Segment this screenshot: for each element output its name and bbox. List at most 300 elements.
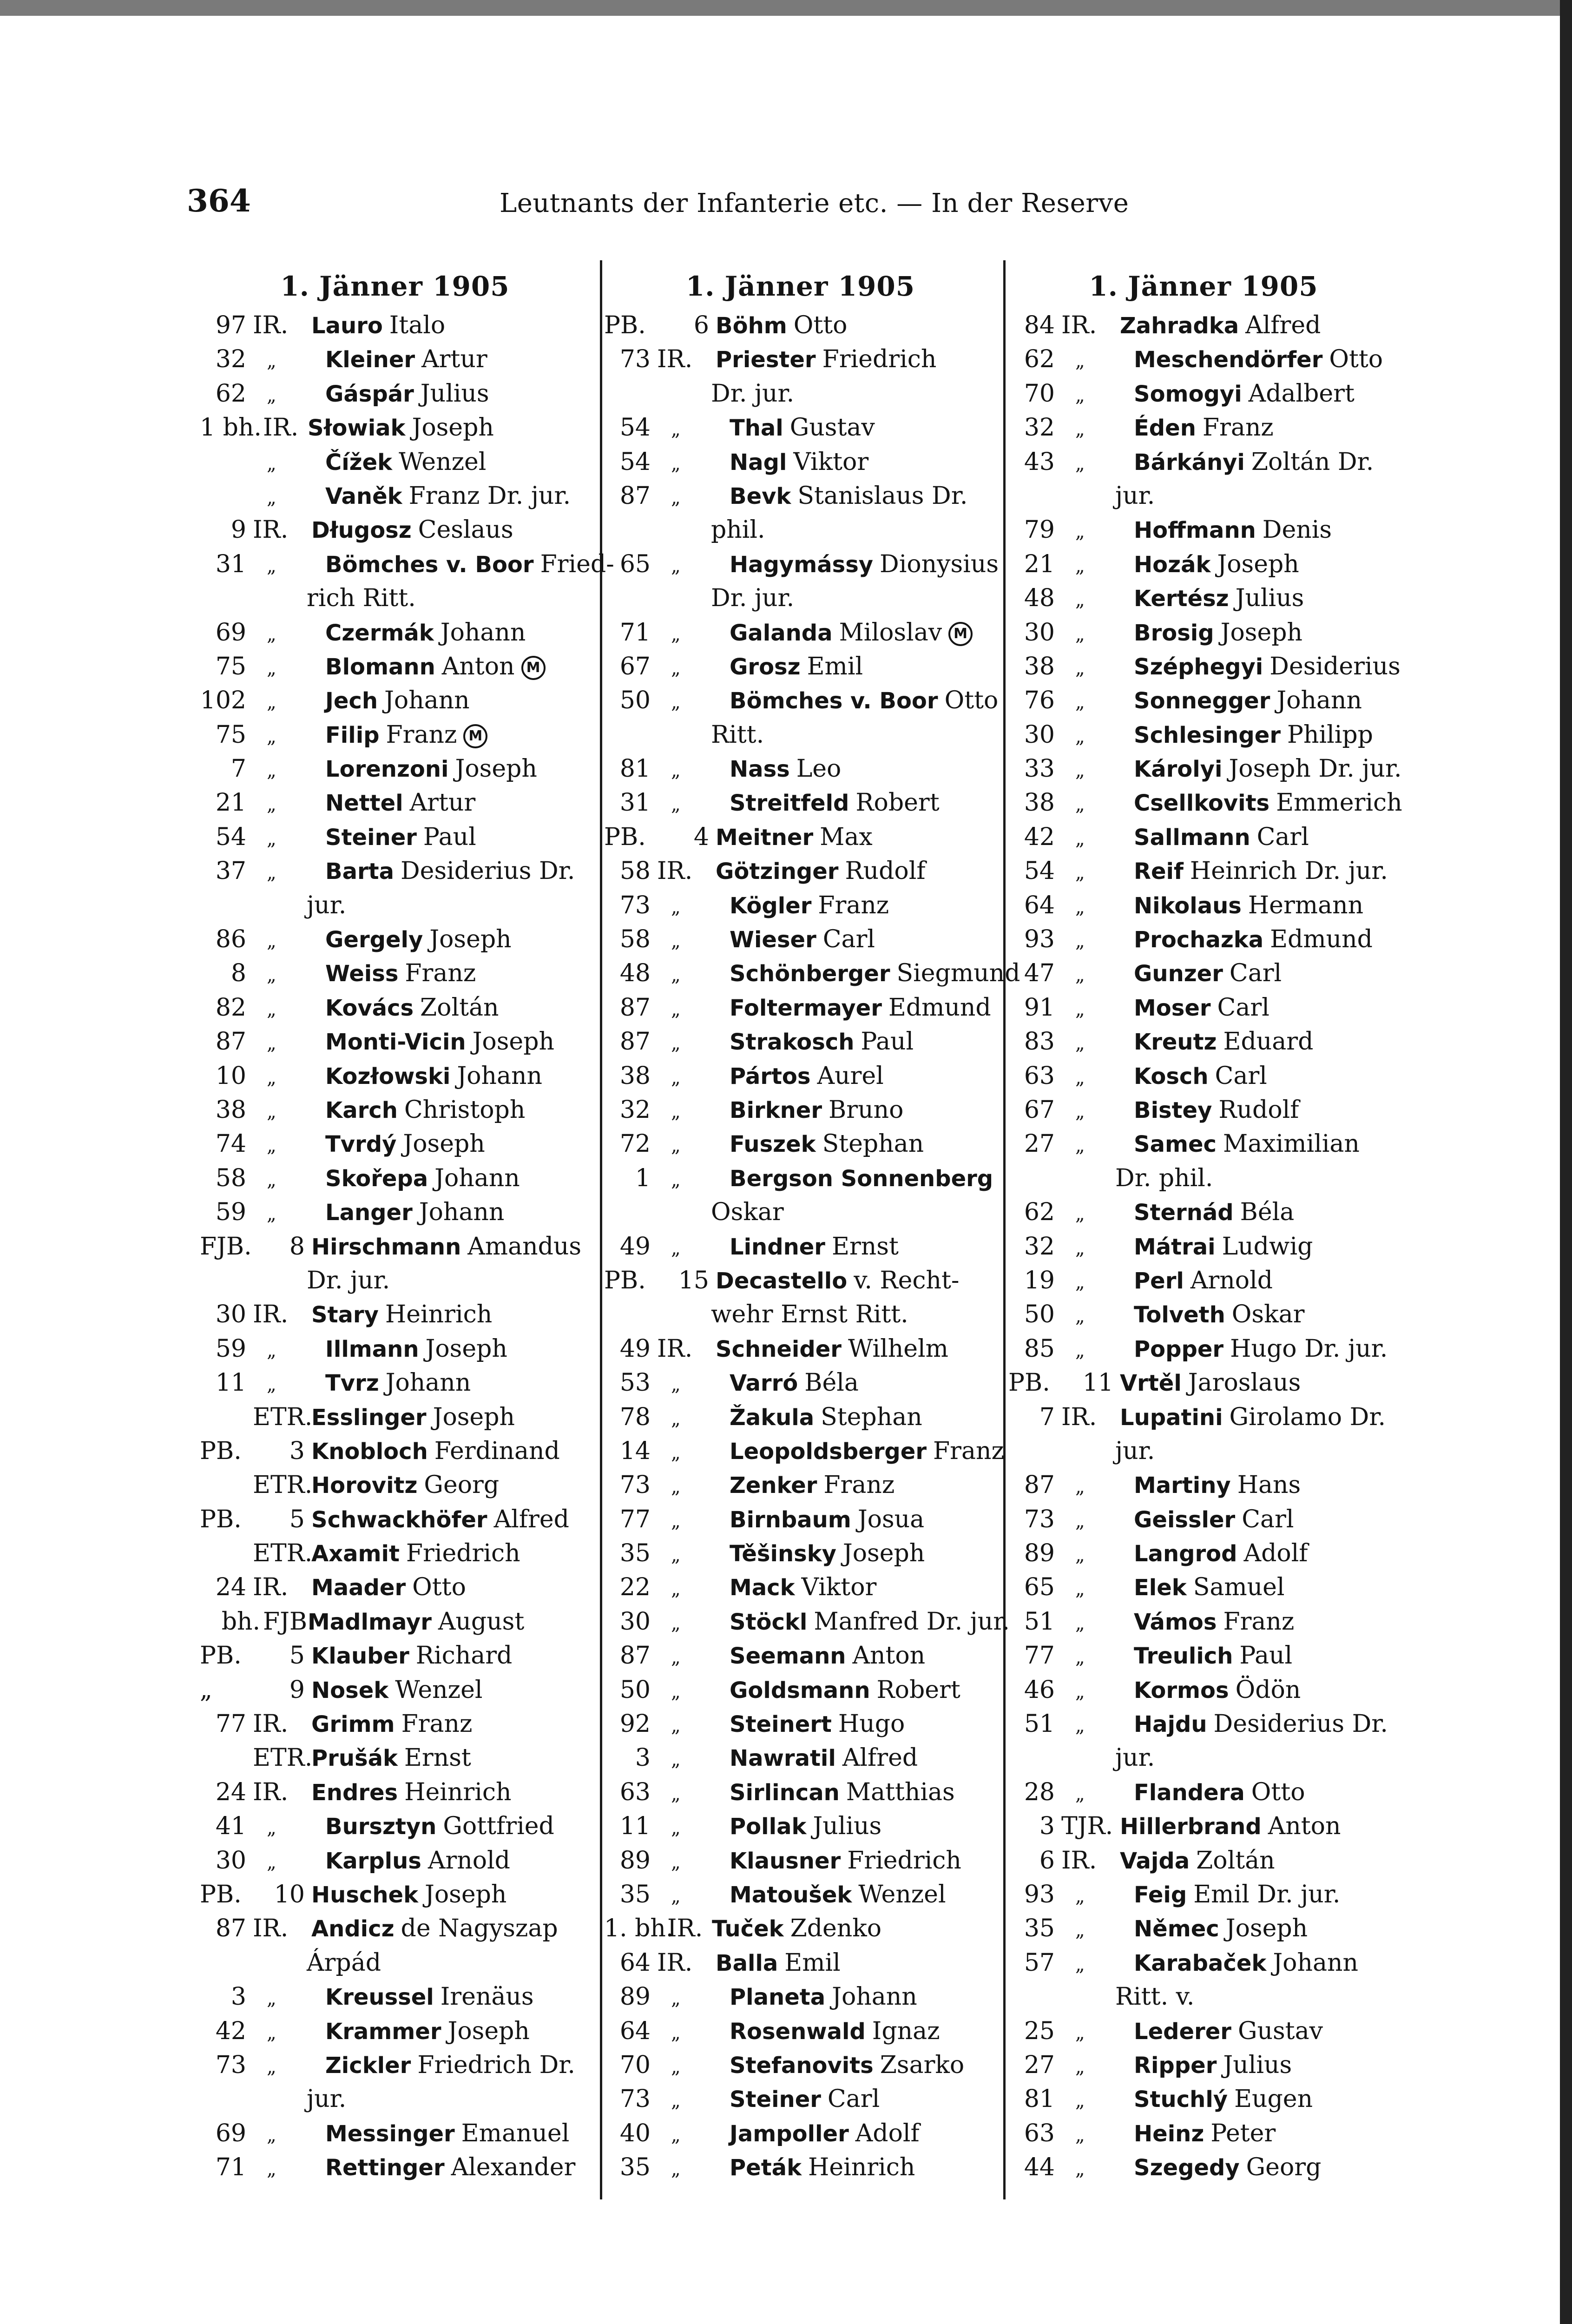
given-name: Otto [944, 687, 999, 715]
list-item [604, 2082, 997, 2116]
surname: Bergson Sonnenberg [730, 1165, 993, 1192]
officer-name [1134, 1059, 1399, 1094]
officer-name [325, 820, 590, 855]
surname: Foltermayer [730, 995, 882, 1021]
regiment-number: 78 [619, 1403, 651, 1431]
list-item [200, 343, 590, 376]
unit-type: „ [267, 657, 276, 679]
regiment-number: 32 [1024, 1232, 1055, 1261]
officer-name [307, 1264, 590, 1298]
list-item [1008, 2014, 1399, 2048]
officer-name [711, 1195, 997, 1229]
given-name: Christoph [404, 1096, 526, 1124]
regiment-number: 35 [1024, 1915, 1055, 1943]
unit-type: „ [1075, 1612, 1085, 1634]
list-item [200, 1059, 590, 1093]
surname: Madlmayr [308, 1609, 432, 1635]
regiment-number: 48 [1024, 584, 1055, 613]
surname: Popper [1134, 1336, 1224, 1362]
given-name: Wenzel [858, 1880, 946, 1908]
given-name: Miloslav [839, 618, 942, 647]
given-name: Emil Dr. jur. [1193, 1880, 1341, 1908]
regiment-number: 59 [215, 1334, 246, 1363]
regiment-number: 32 [619, 1096, 651, 1124]
regiment-number: 59 [215, 1198, 246, 1227]
given-name: Franz Dr. jur. [408, 482, 571, 510]
entry-continuation [604, 1298, 997, 1332]
unit-type: „ [671, 419, 681, 441]
officer-name [325, 2014, 590, 2049]
list-item [1008, 684, 1399, 718]
list-item [200, 1298, 590, 1332]
given-name: Anton [1268, 1812, 1341, 1841]
list-item [200, 1980, 590, 2014]
officer-name [730, 684, 998, 718]
officer-name [307, 1946, 590, 1980]
surname: Károlyi [1134, 756, 1223, 783]
unit-type: „ [671, 1817, 681, 1839]
officer-name [1120, 309, 1399, 343]
unit-type: „ [1075, 2159, 1085, 2180]
list-item [200, 1776, 590, 1809]
regiment-number: 84 [1024, 311, 1055, 339]
regiment-number: 3 [1039, 1812, 1055, 1841]
given-name: Paul [423, 823, 476, 851]
surname: Esslinger [311, 1404, 427, 1431]
given-name: Joseph [425, 1880, 507, 1908]
list-item [200, 309, 590, 343]
entry-continuation [200, 1264, 590, 1298]
given-name: Adolf [855, 2119, 920, 2147]
regiment-number: 31 [215, 550, 246, 578]
unit-type: „ [267, 964, 276, 986]
officer-name [1120, 1400, 1399, 1435]
unit-type: „ [1075, 1340, 1085, 1361]
officer-name [1134, 1605, 1399, 1639]
list-item [200, 1434, 590, 1468]
regiment-number: 38 [1024, 652, 1055, 680]
given-name: Eugen [1234, 2085, 1313, 2113]
officer-name [1120, 1809, 1399, 1844]
unit-type: „ [1075, 1033, 1085, 1055]
list-item [604, 1809, 997, 1843]
officer-name [325, 1025, 590, 1059]
surname: Nikolaus [1134, 892, 1242, 919]
officer-name [1134, 377, 1399, 411]
unit-type: „ [1075, 1545, 1085, 1566]
unit-type: IR. [657, 1948, 693, 1977]
list-item [1008, 1195, 1399, 1229]
unit-type: IR. [667, 1915, 703, 1943]
officer-name [311, 1878, 590, 1912]
regiment-number: 1 [635, 1164, 651, 1192]
regiment-number: 28 [1024, 1778, 1055, 1806]
surname: Kreutz [1134, 1029, 1217, 1056]
regiment-number: 38 [1024, 789, 1055, 817]
unit-type: FJB. [263, 1607, 315, 1636]
officer-name [1134, 1639, 1399, 1673]
list-item [1008, 1571, 1399, 1604]
officer-name [1134, 548, 1399, 582]
surname: Priester [716, 347, 816, 373]
list-item [200, 445, 590, 479]
officer-list [604, 309, 1020, 2185]
unit-type: IR. [253, 311, 289, 339]
regiment-number: 58 [619, 925, 651, 954]
officer-name [1134, 1571, 1399, 1605]
unit-type: „ [267, 623, 276, 645]
list-item [604, 343, 997, 376]
officer-name [730, 1809, 997, 1844]
officer-name [730, 1230, 997, 1264]
surname: Rettinger [325, 2155, 445, 2181]
given-name: Zsarko [880, 2051, 965, 2079]
officer-name [730, 1980, 997, 2014]
officer-name [730, 650, 997, 684]
list-item [604, 1366, 997, 1400]
officer-name [1115, 479, 1399, 513]
given-name: Richard [415, 1642, 513, 1670]
unit-type: IR. [253, 1573, 289, 1602]
given-name: Ritt. v. [1115, 1983, 1195, 2011]
unit-type: „ [1075, 760, 1085, 782]
list-item [604, 445, 997, 479]
given-name: rich Ritt. [307, 584, 416, 613]
given-name: Oskar [1231, 1301, 1305, 1329]
regiment-number: 67 [619, 652, 651, 680]
list-item [1008, 991, 1399, 1025]
regiment-number: bh. [221, 1607, 260, 1636]
surname: Kozłowski [325, 1063, 451, 1089]
column-heading: 1. Jänner 1905 [280, 271, 510, 302]
surname: Strakosch [730, 1029, 855, 1056]
given-name: Johann [385, 1369, 471, 1397]
given-name: Franz [1202, 414, 1274, 442]
unit-type: „ [267, 998, 276, 1020]
surname: Kreussel [325, 1984, 434, 2011]
unit-type: „ [671, 2159, 681, 2180]
unit-type: „ [671, 657, 681, 679]
given-name: Rudolf [1218, 1096, 1299, 1124]
officer-name [1115, 1980, 1399, 2014]
officer-name [1134, 513, 1399, 548]
officer-name [1134, 1127, 1399, 1162]
list-item [604, 1844, 997, 1878]
list-item [1008, 1776, 1399, 1809]
surname: Vámos [1134, 1609, 1217, 1635]
officer-name [311, 1503, 590, 1537]
list-item [1008, 957, 1399, 990]
list-item [1008, 786, 1402, 820]
given-name: Stephan [822, 1130, 924, 1158]
entry-continuation [1008, 1980, 1399, 2014]
officer-name [730, 1639, 997, 1673]
surname: Sonnegger [1134, 688, 1270, 714]
given-name: Joseph [429, 925, 512, 954]
entry-continuation [1008, 1434, 1399, 1468]
list-item [200, 1162, 590, 1195]
list-item [1008, 1844, 1399, 1878]
unit-type: „ [1075, 521, 1085, 543]
given-name: Emil [807, 652, 863, 680]
list-item [1008, 1503, 1399, 1537]
surname: Steiner [325, 824, 417, 851]
surname: Lupatini [1120, 1404, 1223, 1431]
officer-name [730, 1434, 1004, 1469]
list-item [1008, 1127, 1399, 1161]
unit-type: „ [671, 1476, 681, 1498]
given-name: Johann [440, 618, 526, 647]
given-name: Siegmund [896, 959, 1020, 988]
officer-name [325, 650, 590, 684]
officer-name [730, 1878, 997, 1912]
surname: Ripper [1134, 2052, 1217, 2079]
given-name: Dr. jur. [307, 1266, 390, 1294]
officer-name [712, 1912, 997, 1946]
unit-type: „ [671, 1442, 681, 1464]
regiment-number: 11 [619, 1812, 651, 1841]
regiment-number: 63 [1024, 1062, 1055, 1090]
officer-list [200, 309, 614, 2185]
given-name: Joseph [447, 2017, 530, 2045]
regiment-number: 40 [619, 2119, 651, 2147]
regiment-number: 54 [619, 414, 651, 442]
list-item [1008, 411, 1399, 445]
regiment-number: 81 [619, 755, 651, 783]
unit-type: „ [671, 487, 681, 508]
given-name: Hermann [1248, 891, 1364, 919]
officer-name [730, 957, 1020, 991]
given-name: Aurel [817, 1062, 884, 1090]
officer-name [1134, 820, 1399, 855]
list-item [604, 820, 997, 854]
officer-name [730, 991, 997, 1025]
officer-name [1134, 1946, 1399, 1981]
given-name: Johann [384, 687, 470, 715]
regiment-number: 70 [619, 2051, 651, 2079]
regiment-number: 22 [619, 1573, 651, 1602]
unit-type: „ [1075, 1954, 1085, 1975]
regiment-number: 38 [619, 1062, 651, 1090]
officer-name [325, 752, 590, 786]
unit-type: 8 [289, 1232, 305, 1261]
unit-type: „ [1075, 931, 1085, 952]
regiment-number: 82 [215, 993, 246, 1022]
list-item [604, 2117, 997, 2151]
given-name: Béla [804, 1369, 859, 1397]
surname: Tuček [712, 1916, 784, 1942]
given-name: Hugo Dr. jur. [1230, 1334, 1388, 1363]
unit-type: „ [267, 1101, 276, 1122]
surname: Gáspár [325, 381, 414, 407]
column-1 [200, 264, 614, 2185]
officer-name [730, 2082, 997, 2117]
regiment-number: 35 [619, 1539, 651, 1568]
regiment-number: 24 [215, 1778, 246, 1806]
officer-name [1134, 2014, 1399, 2049]
given-name: Otto [1251, 1778, 1305, 1806]
given-name: Otto [1329, 345, 1383, 374]
entry-continuation [1008, 479, 1399, 513]
surname: Matoušek [730, 1882, 852, 1908]
unit-type: „ [671, 1237, 681, 1259]
unit-type: „ [671, 1374, 681, 1396]
officer-name [325, 377, 590, 411]
regiment-number: 30 [215, 1846, 246, 1875]
officer-name [1134, 581, 1399, 616]
officer-name [311, 1639, 590, 1673]
given-name: Ignaz [872, 2017, 940, 2045]
given-name: Dr. jur. [711, 379, 795, 408]
surname: Csellkovits [1134, 790, 1270, 817]
regiment-number: 48 [619, 959, 651, 988]
list-item [1008, 1673, 1399, 1707]
regiment-number: FJB. [200, 1232, 252, 1261]
list-item [200, 411, 590, 445]
officer-name [716, 1946, 997, 1981]
given-name: Maximilian [1223, 1130, 1360, 1158]
given-name: Julius [1223, 2051, 1292, 2079]
surname: Seemann [730, 1643, 846, 1670]
unit-type: „ [671, 1715, 681, 1737]
list-item [200, 718, 590, 752]
officer-name [730, 1741, 997, 1776]
given-name: Joseph [1220, 618, 1303, 647]
officer-name [1134, 1264, 1399, 1298]
list-item [1008, 1059, 1399, 1093]
given-name: Joseph [455, 755, 537, 783]
regiment-number: 37 [215, 857, 246, 885]
surname: Długosz [311, 517, 412, 544]
list-item [604, 1776, 997, 1809]
officer-name [311, 309, 590, 343]
unit-type: „ [267, 726, 276, 747]
regiment-number: 71 [215, 2153, 246, 2182]
surname: Prušák [311, 1745, 398, 1772]
given-name: Otto [412, 1573, 466, 1602]
unit-type: IR. [263, 414, 299, 442]
given-name: jur. [1115, 1437, 1155, 1465]
surname: Balla [716, 1950, 778, 1976]
surname: Birkner [730, 1097, 822, 1123]
given-name: Bruno [829, 1096, 904, 1124]
surname: Feig [1134, 1882, 1187, 1908]
surname: Barta [325, 858, 394, 885]
given-name: Emil [784, 1948, 841, 1977]
given-name: jur. [1115, 1744, 1155, 1772]
given-name: Ceslaus [418, 516, 513, 544]
surname: Karabaček [1134, 1950, 1267, 1976]
unit-type: „ [671, 1033, 681, 1055]
officer-name [325, 718, 590, 753]
list-item [200, 1707, 590, 1741]
list-item [1008, 1878, 1399, 1912]
unit-type: ETR. [253, 1471, 313, 1499]
unit-type: „ [1075, 1067, 1085, 1089]
list-item [200, 1912, 590, 1946]
surname: Tvrz [325, 1370, 379, 1397]
list-item [1008, 889, 1399, 923]
officer-name [730, 2048, 997, 2083]
unit-type: TJR. [1061, 1812, 1113, 1841]
list-item [200, 1195, 590, 1229]
given-name: Wenzel [395, 1676, 483, 1704]
unit-type: „ [1075, 1578, 1085, 1600]
regiment-number: 27 [1024, 1130, 1055, 1158]
regiment-number: 42 [215, 2017, 246, 2045]
officer-name [311, 1434, 590, 1469]
list-item [604, 1127, 997, 1161]
surname: Varró [730, 1370, 798, 1397]
officer-name [325, 1809, 590, 1844]
surname: Meitner [716, 824, 814, 851]
entry-continuation [604, 513, 997, 547]
surname: Bevk [730, 483, 791, 509]
given-name: Heinrich [404, 1778, 512, 1806]
surname: Axamit [311, 1541, 400, 1567]
unit-type: „ [267, 931, 276, 952]
unit-type: „ [267, 2159, 276, 2180]
unit-type: „ [1075, 1681, 1085, 1703]
given-name: Joseph Dr. jur. [1229, 755, 1402, 783]
list-item [200, 1809, 590, 1843]
unit-type: IR. [1061, 1846, 1097, 1875]
given-name: Girolamo Dr. [1229, 1403, 1386, 1431]
surname: Tolveth [1134, 1302, 1225, 1328]
list-item [604, 684, 997, 718]
regiment-number: 67 [1024, 1096, 1055, 1124]
list-item [1008, 309, 1399, 343]
regiment-number: 58 [215, 1164, 246, 1192]
surname: Schwackhöfer [311, 1506, 487, 1533]
surname: Nosek [311, 1677, 389, 1703]
unit-type: „ [267, 1817, 276, 1839]
officer-name [325, 2151, 590, 2185]
unit-type: 6 [693, 311, 709, 339]
surname: Szegedy [1134, 2155, 1240, 2181]
regiment-number: 79 [1024, 516, 1055, 544]
surname: Wieser [730, 927, 816, 953]
officer-name [325, 1059, 590, 1094]
officer-name [311, 1230, 590, 1264]
entry-continuation [604, 718, 997, 752]
unit-type: „ [267, 2022, 276, 2044]
unit-type: „ [1075, 1920, 1085, 1941]
officer-name [716, 309, 997, 343]
list-item [604, 854, 997, 888]
column-2 [604, 264, 1020, 2185]
surname: Zenker [730, 1472, 817, 1499]
list-item [604, 923, 997, 957]
regiment-number: 73 [215, 2051, 246, 2079]
given-name: Anton [852, 1642, 926, 1670]
unit-type: „ [267, 1340, 276, 1361]
officer-name [1134, 445, 1399, 480]
officer-name [1134, 1912, 1399, 1946]
list-item [604, 1059, 997, 1093]
officer-name [1134, 343, 1399, 377]
regiment-number: 30 [619, 1607, 651, 1636]
unit-type: „ [1075, 419, 1085, 441]
unit-type: „ [671, 1681, 681, 1703]
regiment-number: 42 [1024, 823, 1055, 851]
regiment-number: 44 [1024, 2153, 1055, 2182]
regiment-number: 74 [215, 1130, 246, 1158]
unit-type: „ [267, 350, 276, 372]
given-name: Georg [424, 1471, 500, 1499]
given-name: Adalbert [1248, 379, 1355, 408]
given-name: Julius [420, 379, 489, 408]
